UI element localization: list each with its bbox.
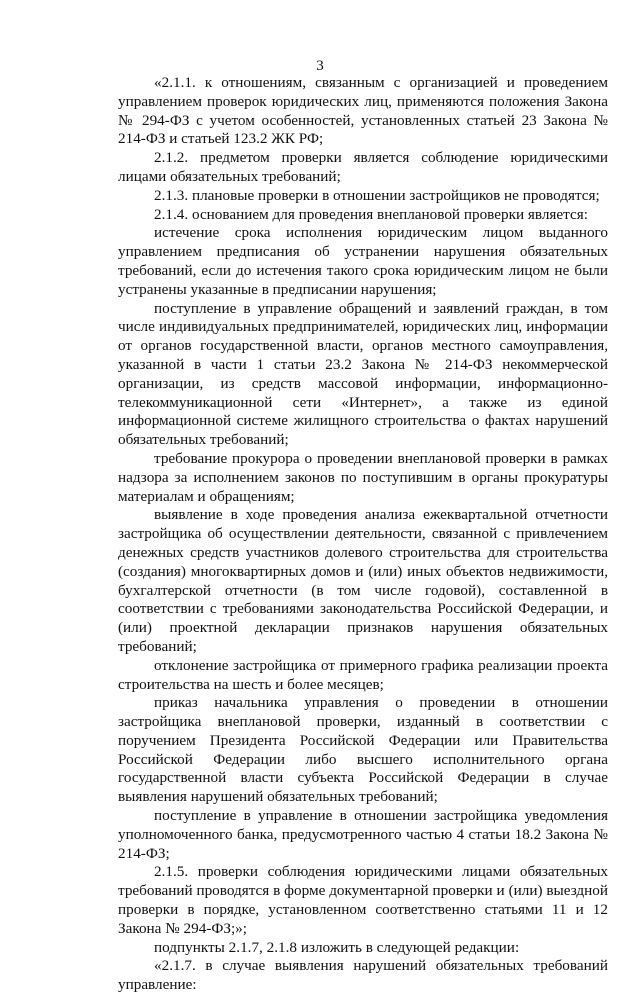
- paragraph-2-1-7: «2.1.7. в случае выявления нарушений обязательных требований управление:: [118, 957, 608, 994]
- paragraph-amendment-intro: подпункты 2.1.7, 2.1.8 изложить в следующей редакции:: [154, 938, 520, 956]
- paragraph-basis-3: требование прокурора о проведении внеплановой проверки в рамках надзора за исполнением законов по поступившим в органы прокуратуры материалам и обращениям;: [118, 449, 608, 505]
- paragraph-2-1-2: 2.1.2. предметом проверки является соблюдение юридическими лицами обязательных требований;: [118, 149, 608, 185]
- paragraph-basis-2: поступление в управление обращений и заявлений граждан, в том числе индивидуальных предпринимателей, юридических лиц, информации от органов государственной власти, органов местного самоуправления, указанной в части 1 статьи 23.2 Закона № 214-ФЗ некоммерческой организации, из средств массовой информации, информационно-телекоммуникационной сети «Интернет», а также из единой информационной системе жилищного строительства о фактах нарушений обязательных требований;: [118, 299, 608, 449]
- paragraph-basis-6: приказ начальника управления о проведении в отношении застройщика внеплановой проверки, изданный в соответствии с поручением Президента Российской Федерации или Правительства Российской Федерации либо высшего исполнительного органа государственной власти субъекта Российской Федерации в случае выявления нарушений обязательных требований;: [118, 694, 608, 806]
- document-body: [118, 74, 608, 995]
- page-number: 3: [316, 58, 324, 74]
- paragraph-2-1-3: 2.1.3. плановые проверки в отношении застройщиков не проводятся;: [154, 186, 600, 204]
- paragraph-basis-1: истечение срока исполнения юридическим лицом выданного управлением предписания об устранении нарушения обязательных требований, если до истечения такого срока юридическим лицом не были устранены указанные в предписании нарушения;: [118, 224, 608, 298]
- paragraph-2-1-5: 2.1.5. проверки соблюдения юридическими лицами обязательных требований проводятся в форме документарной проверки и (или) выездной проверки в порядке, установленном соответственно статьями 11 и 12 Закона № 294-ФЗ;»;: [118, 863, 608, 937]
- paragraph-2-1-4: 2.1.4. основанием для проведения внеплановой проверки является:: [154, 205, 588, 223]
- paragraph-2-1-1: «2.1.1. к отношениям, связанным с организацией и проведением управлением проверок юридических лиц, применяются положения Закона № 294-ФЗ с учетом особенностей, установленных статьей 23 Закона № 214-ФЗ и статьей 123.2 ЖК РФ;: [118, 74, 608, 148]
- paragraph-basis-4: выявление в ходе проведения анализа ежеквартальной отчетности застройщика об осуществлении деятельности, связанной с привлечением денежных средств участников долевого строительства для строительства (создания) многоквартирных домов и (или) иных объектов недвижимости, бухгалтерской отчетности (в том числе годовой), составленной в соответствии с требованиями законодательства Российской Федерации, и (или) проектной декларации признаков нарушения обязательных требований;: [118, 506, 608, 655]
- paragraph-basis-5: отклонение застройщика от примерного графика реализации проекта строительства на шесть и более месяцев;: [118, 656, 608, 693]
- paragraph-basis-7: поступление в управление в отношении застройщика уведомления уполномоченного банка, предусмотренного частью 4 статьи 18.2 Закона № 214-ФЗ;: [118, 807, 608, 862]
